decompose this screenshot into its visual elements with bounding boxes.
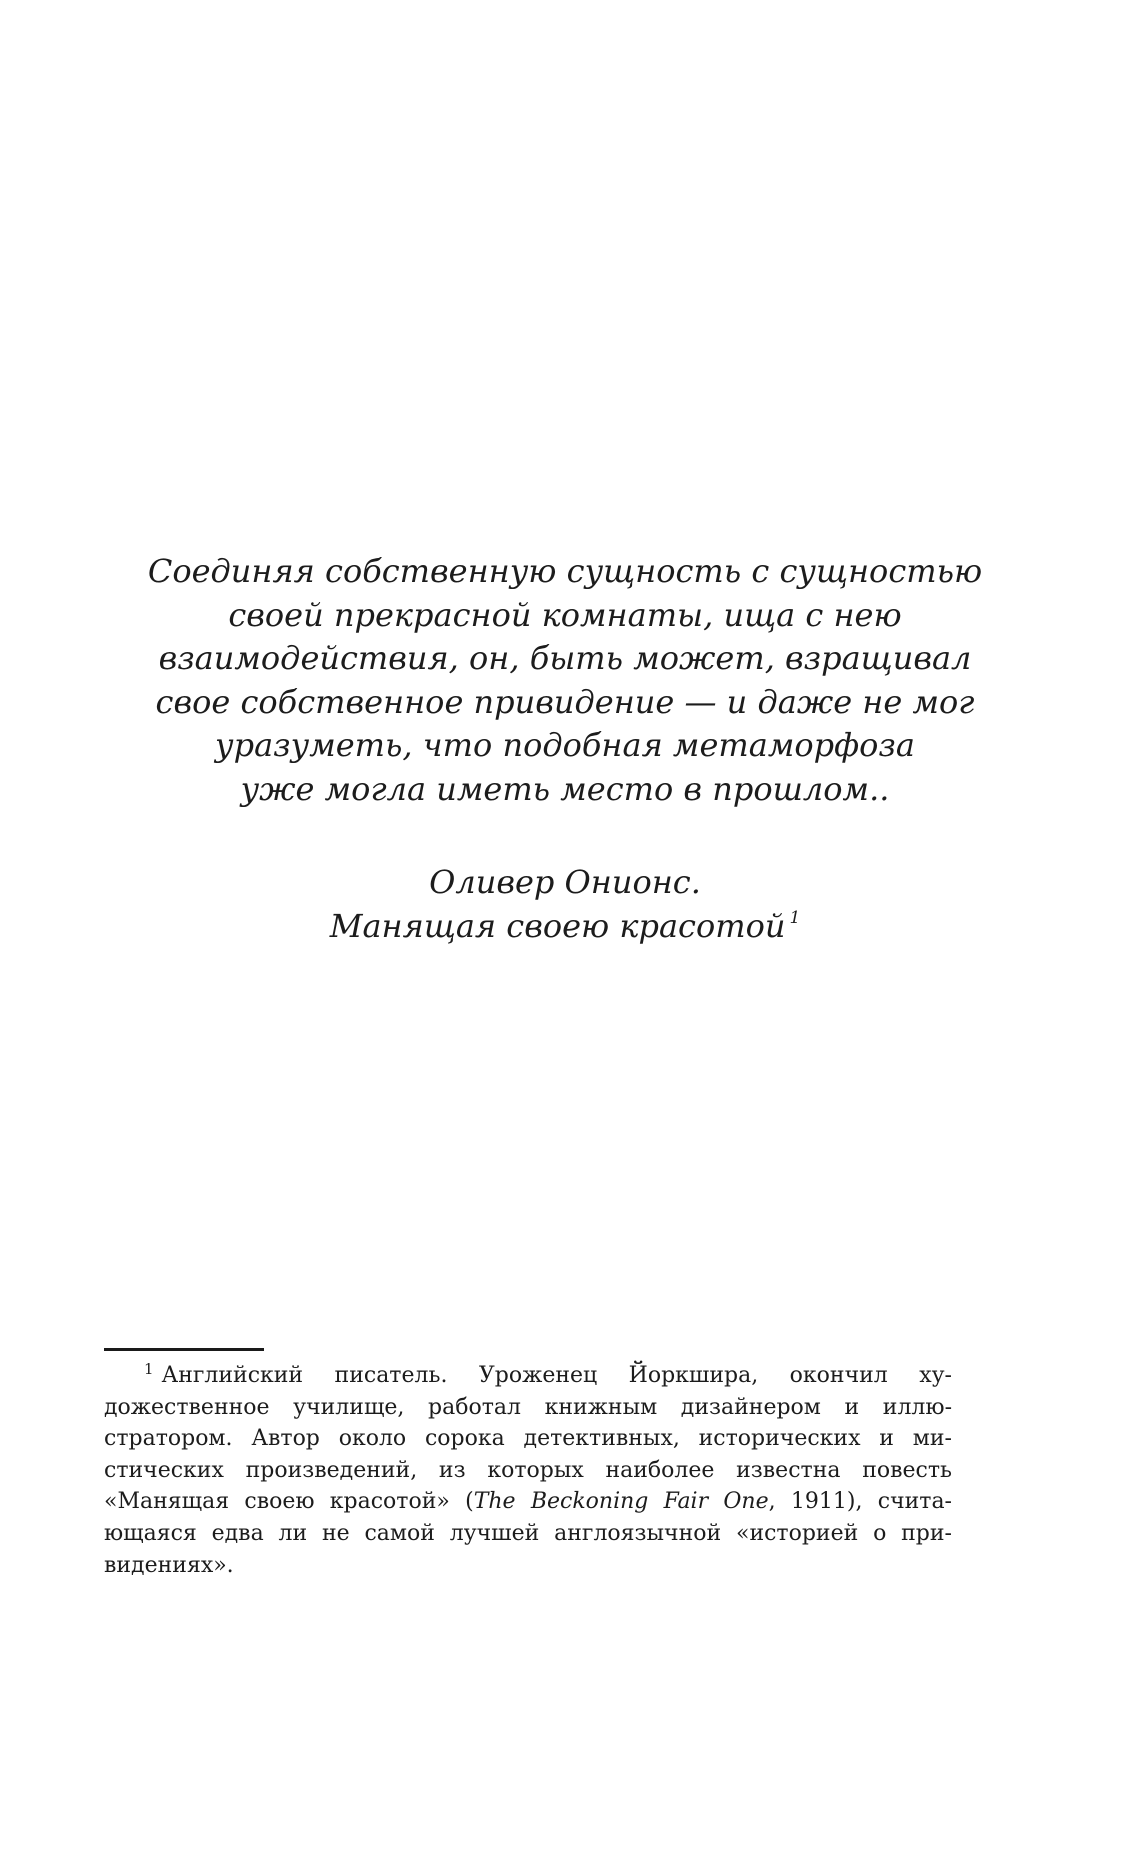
attribution-work: Манящая своею красотой [329, 907, 786, 945]
footnote-reference[interactable]: 1 [789, 908, 801, 928]
footnote-line: ющаяся едва ли не самой лучшей англоязычной «историей о при- [104, 1520, 952, 1546]
epigraph [60, 550, 1070, 811]
epigraph-line: взаимодействия, он, быть может, взращивал [158, 639, 972, 677]
epigraph-line: своей прекрасной комнаты, ища с нею [228, 595, 902, 634]
footnote-separator [104, 1348, 264, 1351]
footnote-line: дожественное училище, работал книжным дизайнером и иллю- [104, 1394, 952, 1420]
footnote-text: Английский писатель. Уроженец Йоркшира, окончил ху- [161, 1363, 952, 1388]
footnote-line [104, 1360, 952, 1392]
attribution-work-line [60, 904, 1070, 948]
footnote-line: стических произведений, из которых наиболее известна повесть [104, 1457, 952, 1483]
footnote-text: «Манящая своею красотой» ( [104, 1489, 474, 1515]
footnote [104, 1360, 952, 1581]
footnote-line [104, 1486, 952, 1518]
epigraph-line: свое собственное привидение — и даже не мог [155, 682, 975, 721]
footnote-title-english: The Beckoning Fair One [473, 1489, 769, 1515]
attribution-author: Оливер Онионс. [429, 863, 701, 901]
epigraph-line: уразуметь, что подобная метаморфоза [215, 726, 915, 764]
epigraph-line: Соединяя собственную сущность с сущностью [147, 552, 983, 590]
footnote-text: , 1911), счита- [768, 1489, 952, 1515]
epigraph-line: уже могла иметь место в прошлом.. [240, 769, 890, 808]
footnote-line: видениях». [104, 1552, 234, 1578]
footnote-line: стратором. Автор около сорока детективных, исторических и ми- [104, 1426, 952, 1452]
footnote-mark: 1 [144, 1360, 154, 1378]
epigraph-attribution [60, 860, 1070, 948]
